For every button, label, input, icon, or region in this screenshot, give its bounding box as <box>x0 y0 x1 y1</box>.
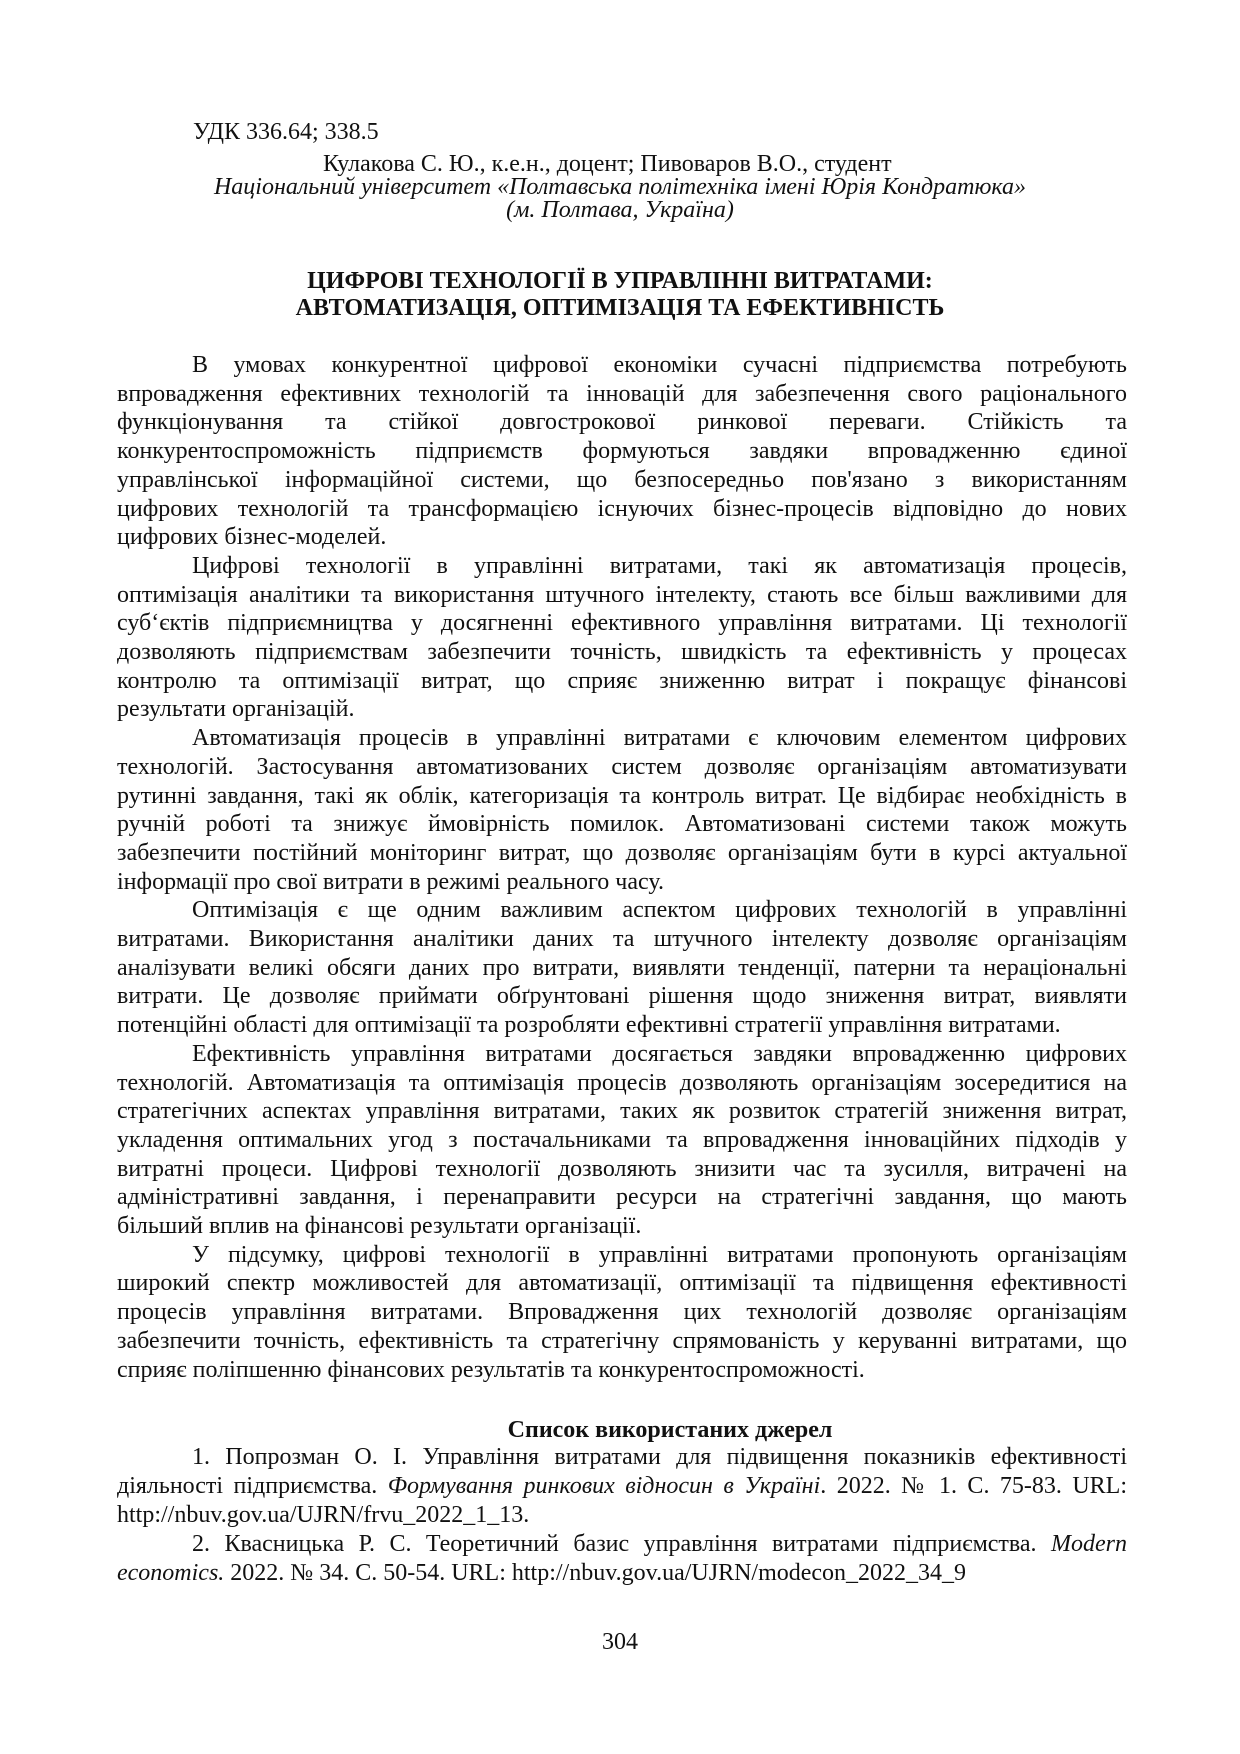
paragraph-line: функціонування та стійкої довгострокової ринкової переваги. Стійкість та <box>117 409 1127 436</box>
paragraph-line: цифрових бізнес-моделей. <box>117 524 387 551</box>
authors: Кулакова С. Ю., к.е.н., доцент; Пивоваров В.О., студент <box>323 151 892 177</box>
paragraph-line: Цифрові технології в управлінні витратами, такі як автоматизація процесів, <box>192 552 1127 579</box>
reference-source-title: Формування ринкових відносин в Україні <box>387 1473 821 1499</box>
paragraph-line: оптимізація аналітики та використання штучного інтелекту, стають все більш важливими для <box>117 581 1127 608</box>
reference-text: діяльності підприємства. <box>117 1473 388 1499</box>
reference-text: . 2022. № 1. С. 75-83. URL: <box>820 1473 1128 1499</box>
paragraph-line: широкий спектр можливостей для автоматизації, оптимізації та підвищення ефективності <box>117 1270 1127 1297</box>
reference-text: 1. Попрозман О. І. Управління витратами для підвищення показників ефективності <box>192 1444 1127 1470</box>
reference-line <box>117 1559 1127 1588</box>
reference-line <box>192 1530 1127 1559</box>
paragraph-line: управлінської інформаційної системи, що безпосередньо пов'язано з використанням <box>117 466 1127 493</box>
paragraph-line: цифрових технологій та трансформацією існуючих бізнес-процесів відповідно до нових <box>117 495 1127 522</box>
paragraph-line: впровадження ефективних технологій та інновацій для забезпечення свого раціонального <box>117 380 1127 407</box>
paragraph-line: Ефективність управління витратами досягається завдяки впровадженню цифрових <box>192 1040 1127 1067</box>
paragraph-line: сприяє поліпшенню фінансових результатів та конкурентоспроможності. <box>117 1356 865 1383</box>
reference-source-title: Modern <box>1051 1531 1127 1557</box>
paragraph-line: Автоматизація процесів в управлінні витратами є ключовим елементом цифрових <box>192 725 1127 752</box>
references-heading: Список використаних джерел <box>507 1417 833 1443</box>
article-title-line-2: АВТОМАТИЗАЦІЯ, ОПТИМІЗАЦІЯ ТА ЕФЕКТИВНІСТЬ <box>295 295 945 321</box>
paragraph-line: аналізувати великі обсяги даних про витрати, виявляти тенденції, патерни та нераціональні <box>117 954 1127 981</box>
paragraph-line: конкурентоспроможність підприємств формуються завдяки впровадженню єдиної <box>117 438 1127 465</box>
reference-text: 2. Квасницька Р. С. Теоретичний базис управління витратами підприємства. <box>192 1531 1052 1557</box>
paragraph-line: інформації про свої витрати в режимі реального часу. <box>117 868 664 895</box>
page-number: 304 <box>602 1629 638 1655</box>
reference-line <box>117 1501 1127 1530</box>
reference-line <box>117 1472 1127 1501</box>
paragraph-line: результати організацій. <box>117 696 355 723</box>
city: (м. Полтава, Україна) <box>506 197 734 223</box>
reference-text: 2022. № 34. С. 50-54. URL: http://nbuv.gov.ua/UJRN/modecon_2022_34_9 <box>224 1560 967 1586</box>
paragraph-line: дозволяють підприємствам забезпечити точність, швидкість та ефективність у процесах <box>117 639 1127 665</box>
institution: Національний університет «Полтавська політехніка імені Юрія Кондратюка» <box>213 174 1027 200</box>
paragraph-line: витратами. Використання аналітики даних та штучного інтелекту дозволяє організаціям <box>117 926 1127 952</box>
paragraph-line: укладення оптимальних угод з постачальниками та впровадження інноваційних підходів у <box>117 1126 1127 1153</box>
udc-code: УДК 336.64; 338.5 <box>193 119 379 145</box>
paragraph-line: рутинні завдання, такі як облік, категоризація та контроль витрат. Це відбирає необхідність в <box>117 782 1127 809</box>
paragraph-line: витратні процеси. Цифрові технології дозволяють знизити час та зусилля, витрачені на <box>117 1155 1127 1182</box>
paragraph-line: стратегічних аспектах управління витратами, таких як розвиток стратегій зниження витрат, <box>117 1098 1127 1125</box>
paragraph-line: ручній роботі та знижує ймовірність помилок. Автоматизовані системи також можуть <box>117 811 1127 838</box>
paragraph-line: процесів управління витратами. Впровадження цих технологій дозволяє організаціям <box>117 1299 1127 1326</box>
paragraph-line: технологій. Застосування автоматизованих систем дозволяє організаціям автоматизувати <box>117 753 1127 780</box>
paragraph-line: суб‘єктів підприємництва у досягненні ефективного управління витратами. Ці технології <box>117 610 1127 637</box>
paragraph-line: витрати. Це дозволяє приймати обґрунтовані рішення щодо зниження витрат, виявляти <box>117 983 1127 1010</box>
paragraph-line: забезпечити постійний моніторинг витрат, що дозволяє організаціям бути в курсі актуальної <box>117 839 1127 866</box>
paragraph-line: В умовах конкурентної цифрової економіки сучасні підприємства потребують <box>192 352 1127 378</box>
paragraph-line: У підсумку, цифрові технології в управлінні витратами пропонують організаціям <box>192 1241 1127 1268</box>
paragraph-line: технологій. Автоматизація та оптимізація процесів дозволяють організаціям зосередитися на <box>117 1069 1127 1096</box>
paragraph-line: адміністративні завдання, і перенаправити ресурси на стратегічні завдання, що мають <box>117 1184 1127 1211</box>
reference-line <box>192 1443 1127 1472</box>
reference-text: http://nbuv.gov.ua/UJRN/frvu_2022_1_13. <box>117 1502 530 1528</box>
reference-source-title: economics. <box>117 1560 225 1586</box>
paragraph-line: контролю та оптимізації витрат, що сприяє зниженню витрат і покращує фінансові <box>117 667 1127 694</box>
paragraph-line: Оптимізація є ще одним важливим аспектом цифрових технологій в управлінні <box>192 897 1127 924</box>
paragraph-line: більший вплив на фінансові результати організації. <box>117 1213 642 1239</box>
paragraph-line: потенційні області для оптимізації та розробляти ефективні стратегії управління витратами. <box>117 1012 1061 1039</box>
paragraph-line: забезпечити точність, ефективність та стратегічну спрямованість у керуванні витратами, що <box>117 1327 1127 1354</box>
article-title-line-1: ЦИФРОВІ ТЕХНОЛОГІЇ В УПРАВЛІННІ ВИТРАТАМИ: <box>307 268 933 294</box>
